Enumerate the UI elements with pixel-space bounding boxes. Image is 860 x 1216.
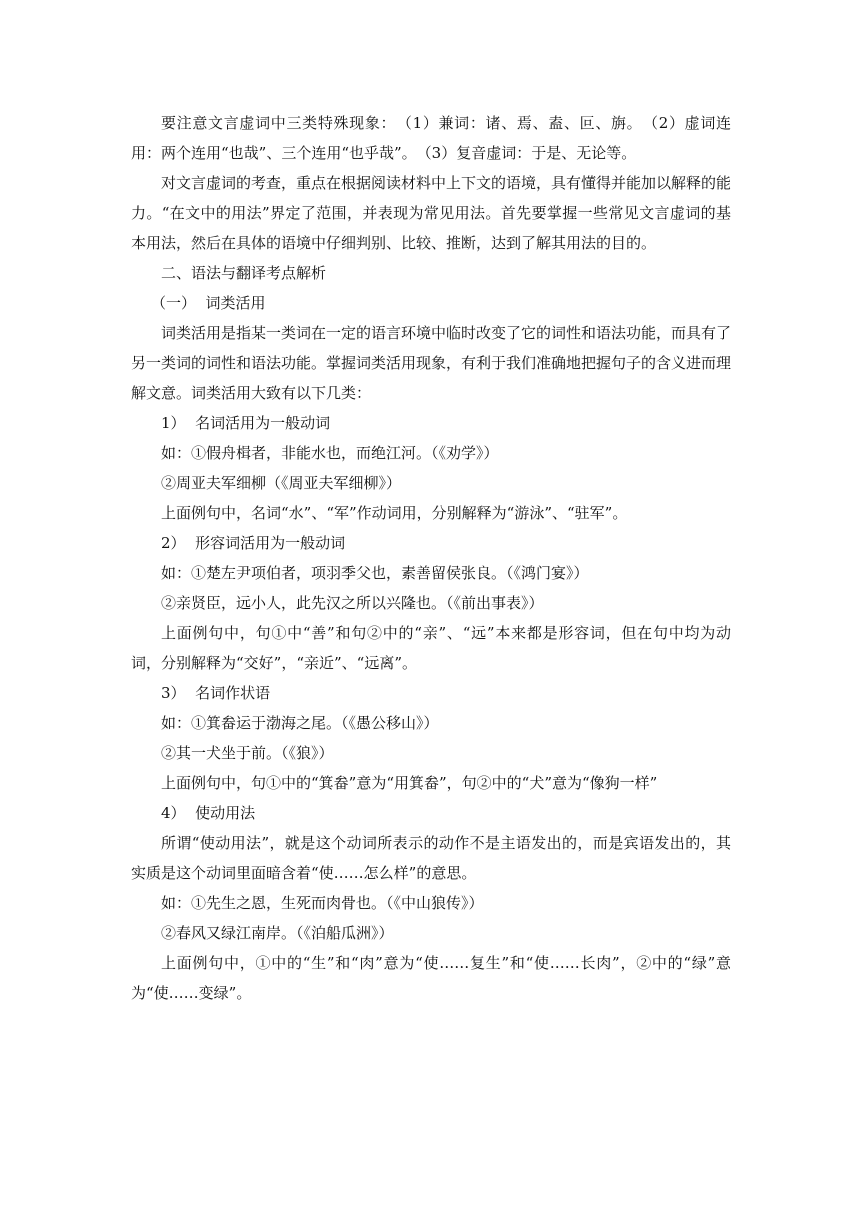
document-body: [131, 108, 731, 1008]
paragraph: 所谓“使动用法”，就是这个动词所表示的动作不是主语发出的，而是宾语发出的，其实质是这个动词里面暗含着“使……怎么样”的意思。: [131, 834, 731, 882]
paragraph: ②亲贤臣，远小人，此先汉之所以兴隆也。（《前出事表》）: [161, 594, 544, 612]
paragraph: ②春风又绿江南岸。（《泊船瓜洲》）: [161, 924, 394, 942]
paragraph: 如：①先生之恩，生死而肉骨也。（《中山狼传》）: [161, 894, 484, 912]
paragraph: 1） 名词活用为一般动词: [161, 414, 331, 432]
paragraph: ②其一犬坐于前。（《狼》）: [161, 744, 334, 762]
paragraph: 3） 名词作状语: [161, 684, 271, 702]
paragraph: 如：①箕畚运于渤海之尾。（《愚公移山》）: [161, 714, 439, 732]
paragraph: 要注意文言虚词中三类特殊现象： （1）兼词：诸、焉、盍、叵、旃。 （2）虚词连用：两个连用“也哉”、三个连用“也乎哉”。 （3）复音虚词：于是、无论等。: [131, 114, 731, 162]
paragraph: 对文言虚词的考查，重点在根据阅读材料中上下文的语境，具有懂得并能加以解释的能力。“在文中的用法”界定了范围，并表现为常见用法。首先要掌握一些常见文言虚词的基本用法，然后在具体的语境中仔细判别、比较、推断，达到了解其用法的目的。: [131, 174, 732, 252]
paragraph: （一） 词类活用: [151, 294, 266, 312]
paragraph: 2） 形容词活用为一般动词: [161, 534, 346, 552]
paragraph: 上面例句中，①中的“生”和“肉”意为“使……复生”和“使……长肉”，②中的“绿”意为“使……变绿”。: [131, 954, 731, 1002]
paragraph: 上面例句中，句①中“善”和句②中的“亲”、“远”本来都是形容词，但在句中均为动词，分别解释为“交好”，“亲近”、“远离”。: [131, 624, 731, 672]
paragraph: 词类活用是指某一类词在一定的语言环境中临时改变了它的词性和语法功能，而具有了另一类词的词性和语法功能。掌握词类活用现象，有利于我们准确地把握句子的含义进而理解文意。词类活用大致有以下几类：: [131, 324, 732, 402]
paragraph: 上面例句中，名词“水”、“军”作动词用，分别解释为“游泳”、“驻军”。: [161, 504, 628, 522]
paragraph: 如：①楚左尹项伯者，项羽季父也，素善留侯张良。（《鸿门宴》）: [161, 564, 589, 582]
paragraph: 二、语法与翻译考点解析: [161, 264, 327, 282]
paragraph: ②周亚夫军细柳（《周亚夫军细柳》）: [161, 474, 402, 492]
paragraph: 上面例句中，句①中的“箕畚”意为“用箕畚”，句②中的“犬”意为“像狗一样”: [161, 774, 658, 792]
paragraph: 4） 使动用法: [161, 804, 256, 822]
paragraph: 如：①假舟楫者，非能水也，而绝江河。（《劝学》）: [161, 444, 499, 462]
